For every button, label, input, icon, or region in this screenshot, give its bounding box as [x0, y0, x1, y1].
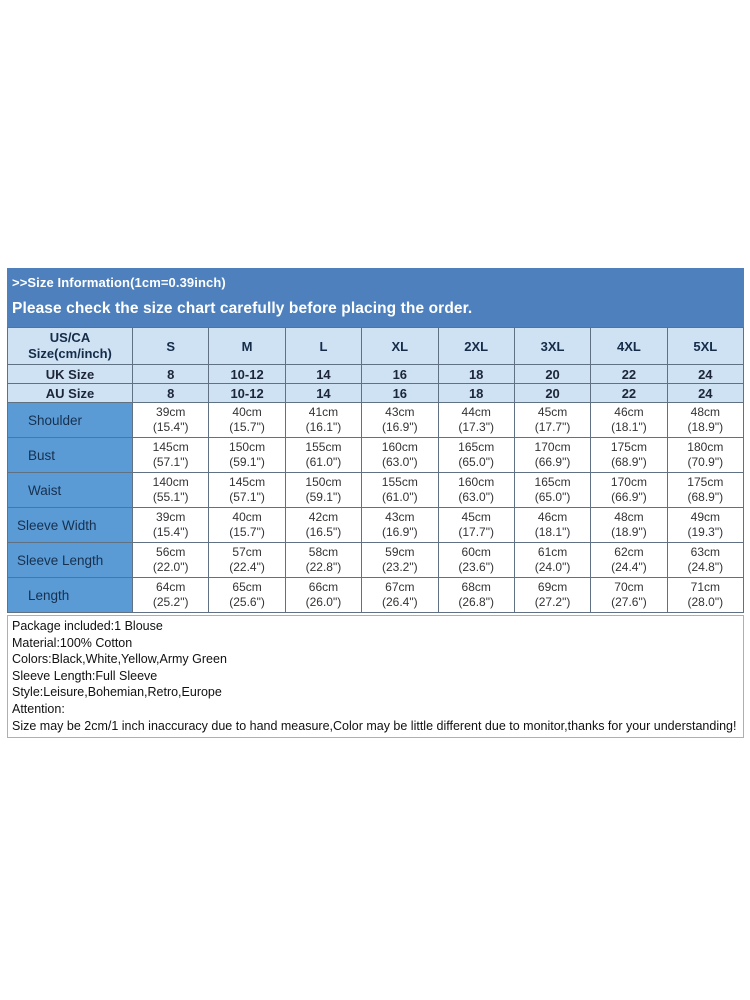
corner-cell	[8, 328, 133, 365]
au-size-value: 24	[667, 384, 743, 403]
measurement-cell: 175cm (68.9")	[591, 438, 667, 473]
measurement-cell: 39cm (15.4")	[133, 403, 209, 438]
measurement-row-bust	[8, 438, 744, 473]
detail-sleeve: Sleeve Length:Full Sleeve	[12, 668, 158, 683]
size-col-header-m: M	[209, 328, 285, 365]
size-col-header-l: L	[285, 328, 361, 365]
measurement-cell: 71cm (28.0")	[667, 578, 743, 613]
detail-colors: Colors:Black,White,Yellow,Army Green	[12, 652, 227, 667]
row-label-waist: Waist	[8, 473, 133, 508]
measurement-cell: 140cm (55.1")	[133, 473, 209, 508]
measurement-cell: 61cm (24.0")	[514, 543, 590, 578]
uk-size-row	[8, 365, 744, 384]
measurement-cell: 43cm (16.9")	[362, 403, 438, 438]
measurement-cell: 66cm (26.0")	[285, 578, 361, 613]
measurement-cell: 165cm (65.0")	[514, 473, 590, 508]
measurement-cell: 56cm (22.0")	[133, 543, 209, 578]
banner-title: >>Size Information(1cm=0.39inch)	[12, 275, 226, 290]
measurement-cell: 170cm (66.9")	[591, 473, 667, 508]
au-size-value: 10-12	[209, 384, 285, 403]
size-col-header-3xl: 3XL	[514, 328, 590, 365]
size-chart-sheet	[7, 268, 744, 738]
measurement-row-length	[8, 578, 744, 613]
size-col-header-xl: XL	[362, 328, 438, 365]
measurement-cell: 48cm (18.9")	[591, 508, 667, 543]
detail-attention: Attention:	[12, 701, 65, 716]
corner-line1: US/CA	[49, 330, 91, 345]
detail-package: Package included:1 Blouse	[12, 619, 163, 633]
measurement-cell: 69cm (27.2")	[514, 578, 590, 613]
au-size-value: 8	[133, 384, 209, 403]
au-size-label: AU Size	[8, 384, 133, 403]
measurement-cell: 48cm (18.9")	[667, 403, 743, 438]
size-info-banner	[7, 268, 744, 327]
size-header-row	[8, 328, 744, 365]
detail-material: Material:100% Cotton	[12, 635, 133, 650]
au-size-value: 14	[285, 384, 361, 403]
measurement-cell: 49cm (19.3")	[667, 508, 743, 543]
measurement-cell: 46cm (18.1")	[591, 403, 667, 438]
measurement-cell: 40cm (15.7")	[209, 403, 285, 438]
measurement-cell: 165cm (65.0")	[438, 438, 514, 473]
au-size-value: 20	[514, 384, 590, 403]
au-size-value: 18	[438, 384, 514, 403]
measurement-cell: 43cm (16.9")	[362, 508, 438, 543]
measurement-cell: 70cm (27.6")	[591, 578, 667, 613]
measurement-cell: 45cm (17.7")	[514, 403, 590, 438]
measurement-cell: 44cm (17.3")	[438, 403, 514, 438]
measurement-cell: 62cm (24.4")	[591, 543, 667, 578]
measurement-cell: 160cm (63.0")	[438, 473, 514, 508]
measurement-cell: 65cm (25.6")	[209, 578, 285, 613]
measurement-cell: 155cm (61.0")	[362, 473, 438, 508]
measurement-cell: 39cm (15.4")	[133, 508, 209, 543]
row-label-sleeve-length: Sleeve Length	[8, 543, 133, 578]
row-label-bust: Bust	[8, 438, 133, 473]
measurement-row-shoulder	[8, 403, 744, 438]
measurement-cell: 145cm (57.1")	[209, 473, 285, 508]
banner-subtitle: Please check the size chart carefully before placing the order.	[12, 300, 473, 317]
corner-line2: Size(cm/inch)	[28, 346, 112, 361]
uk-size-value: 20	[514, 365, 590, 384]
measurement-cell: 150cm (59.1")	[285, 473, 361, 508]
measurement-cell: 59cm (23.2")	[362, 543, 438, 578]
row-label-shoulder: Shoulder	[8, 403, 133, 438]
measurement-cell: 170cm (66.9")	[514, 438, 590, 473]
size-chart-table	[7, 327, 744, 613]
uk-size-value: 10-12	[209, 365, 285, 384]
measurement-row-sleeve-length	[8, 543, 744, 578]
product-details	[7, 615, 744, 738]
row-label-sleeve-width: Sleeve Width	[8, 508, 133, 543]
size-col-header-5xl: 5XL	[667, 328, 743, 365]
measurement-cell: 42cm (16.5")	[285, 508, 361, 543]
measurement-cell: 150cm (59.1")	[209, 438, 285, 473]
measurement-row-sleeve-width	[8, 508, 744, 543]
detail-style: Style:Leisure,Bohemian,Retro,Europe	[12, 685, 222, 700]
measurement-cell: 67cm (26.4")	[362, 578, 438, 613]
measurement-cell: 68cm (26.8")	[438, 578, 514, 613]
measurement-cell: 64cm (25.2")	[133, 578, 209, 613]
uk-size-value: 18	[438, 365, 514, 384]
size-col-header-4xl: 4XL	[591, 328, 667, 365]
measurement-cell: 60cm (23.6")	[438, 543, 514, 578]
measurement-cell: 63cm (24.8")	[667, 543, 743, 578]
measurement-row-waist	[8, 473, 744, 508]
uk-size-value: 14	[285, 365, 361, 384]
measurement-cell: 45cm (17.7")	[438, 508, 514, 543]
measurement-cell: 160cm (63.0")	[362, 438, 438, 473]
measurement-cell: 41cm (16.1")	[285, 403, 361, 438]
uk-size-value: 22	[591, 365, 667, 384]
au-size-row	[8, 384, 744, 403]
uk-size-value: 16	[362, 365, 438, 384]
measurement-cell: 180cm (70.9")	[667, 438, 743, 473]
uk-size-label: UK Size	[8, 365, 133, 384]
size-col-header-s: S	[133, 328, 209, 365]
au-size-value: 16	[362, 384, 438, 403]
measurement-cell: 175cm (68.9")	[667, 473, 743, 508]
measurement-cell: 57cm (22.4")	[209, 543, 285, 578]
measurement-cell: 58cm (22.8")	[285, 543, 361, 578]
detail-note: Size may be 2cm/1 inch inaccuracy due to hand measure,Color may be little different due to monitor,thanks for your understanding!	[12, 718, 737, 733]
measurement-cell: 40cm (15.7")	[209, 508, 285, 543]
row-label-length: Length	[8, 578, 133, 613]
measurement-cell: 145cm (57.1")	[133, 438, 209, 473]
uk-size-value: 24	[667, 365, 743, 384]
measurement-cell: 155cm (61.0")	[285, 438, 361, 473]
au-size-value: 22	[591, 384, 667, 403]
size-col-header-2xl: 2XL	[438, 328, 514, 365]
uk-size-value: 8	[133, 365, 209, 384]
measurement-cell: 46cm (18.1")	[514, 508, 590, 543]
